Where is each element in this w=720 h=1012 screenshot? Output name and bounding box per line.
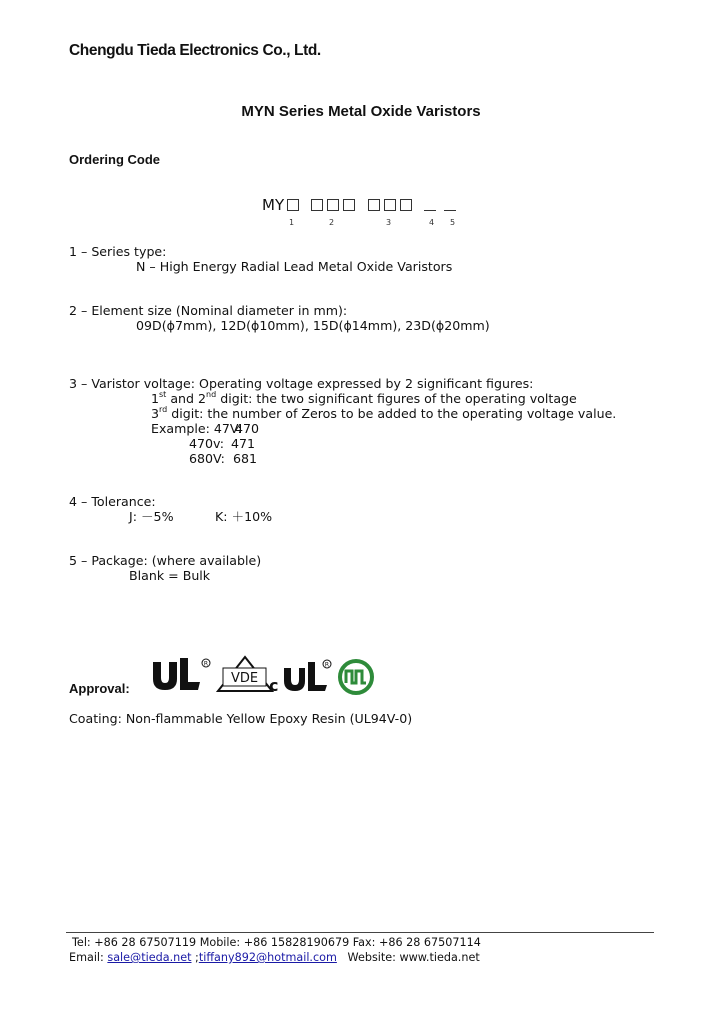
email-separator: ; [191, 951, 199, 964]
code-blank-5 [444, 210, 456, 211]
s3-l1-a: 1 [151, 391, 160, 406]
email-label: Email: [69, 951, 108, 964]
code-box-2b [327, 199, 339, 211]
svg-text:R: R [324, 661, 330, 669]
vde-logo-text: VDE [230, 671, 259, 686]
code-box-2a [311, 199, 323, 211]
vde-logo [216, 655, 274, 695]
example-2-value: 471 [231, 436, 256, 451]
cul-logo [268, 658, 334, 696]
approval-label: Approval: [69, 681, 130, 696]
ordering-code-heading: Ordering Code [69, 152, 161, 167]
footer-divider [66, 932, 654, 933]
code-index-5: 5 [450, 218, 456, 227]
example-3-label: 680V: [189, 451, 225, 466]
cul-c-mark: c [269, 676, 279, 695]
s3-l2-b: digit: the number of Zeros to be added to the operating voltage value. [167, 406, 617, 421]
code-index-4: 4 [429, 218, 435, 227]
example-2-label: 470v: [189, 436, 225, 451]
email-link-sale[interactable]: sale@tieda.net [107, 951, 192, 964]
section-1-line: N – High Energy Radial Lead Metal Oxide Varistors [136, 259, 453, 274]
page-title [0, 103, 720, 120]
code-box-3c [400, 199, 412, 211]
page-title-text: MYN Series Metal Oxide Varistors [241, 103, 481, 120]
example-3-value: 681 [233, 451, 258, 466]
footer-email-line [69, 951, 480, 964]
section-5-line: Blank = Bulk [129, 568, 211, 583]
cqc-logo [338, 659, 374, 695]
code-index-2: 2 [329, 218, 335, 227]
footer-contact-line: Tel: +86 28 67507119 Mobile: +86 15828190679 Fax: +86 28 67507114 [72, 936, 481, 949]
ul-recognized-logo [150, 656, 212, 696]
section-3-heading: 3 – Varistor voltage: Operating voltage expressed by 2 significant figures: [69, 376, 534, 391]
section-2-line: 09D(ɸ7mm), 12D(ɸ10mm), 15D(ɸ14mm), 23D(ɸ20mm) [136, 318, 490, 333]
code-index-1: 1 [289, 218, 295, 227]
s3-l1-c: digit: the two significant figures of the operating voltage [216, 391, 577, 406]
section-2-heading: 2 – Element size (Nominal diameter in mm): [69, 303, 348, 318]
s3-l2-a: 3 [151, 406, 160, 421]
code-index-3: 3 [386, 218, 392, 227]
svg-text:R: R [203, 660, 209, 668]
section-3-line-1 [151, 391, 577, 406]
tolerance-k: K: ＋10% [215, 509, 273, 524]
company-name: Chengdu Tieda Electronics Co., Ltd. [69, 42, 321, 59]
section-4-heading: 4 – Tolerance: [69, 494, 156, 509]
code-prefix: MY [262, 196, 285, 214]
s3-l1-b: and 2 [166, 391, 207, 406]
section-5-heading: 5 – Package: (where available) [69, 553, 262, 568]
section-3-line-2 [151, 406, 616, 421]
example-label: Example: 47V: [151, 421, 242, 436]
tolerance-j: J: －5% [129, 509, 174, 524]
website-text: Website: www.tieda.net [336, 951, 480, 964]
code-box-3a [368, 199, 380, 211]
code-box-2c [343, 199, 355, 211]
code-box-1 [287, 199, 299, 211]
code-blank-4 [424, 210, 436, 211]
s3-l1-sup1: st [159, 390, 167, 399]
example-1-value: 470 [235, 421, 260, 436]
s3-l1-sup2: nd [206, 390, 217, 399]
section-1-heading: 1 – Series type: [69, 244, 167, 259]
code-box-3b [384, 199, 396, 211]
email-link-tiffany[interactable]: tiffany892@hotmail.com [198, 951, 337, 964]
coating-text: Coating: Non-flammable Yellow Epoxy Resin (UL94V-0) [69, 711, 413, 726]
s3-l2-sup: rd [159, 405, 168, 414]
